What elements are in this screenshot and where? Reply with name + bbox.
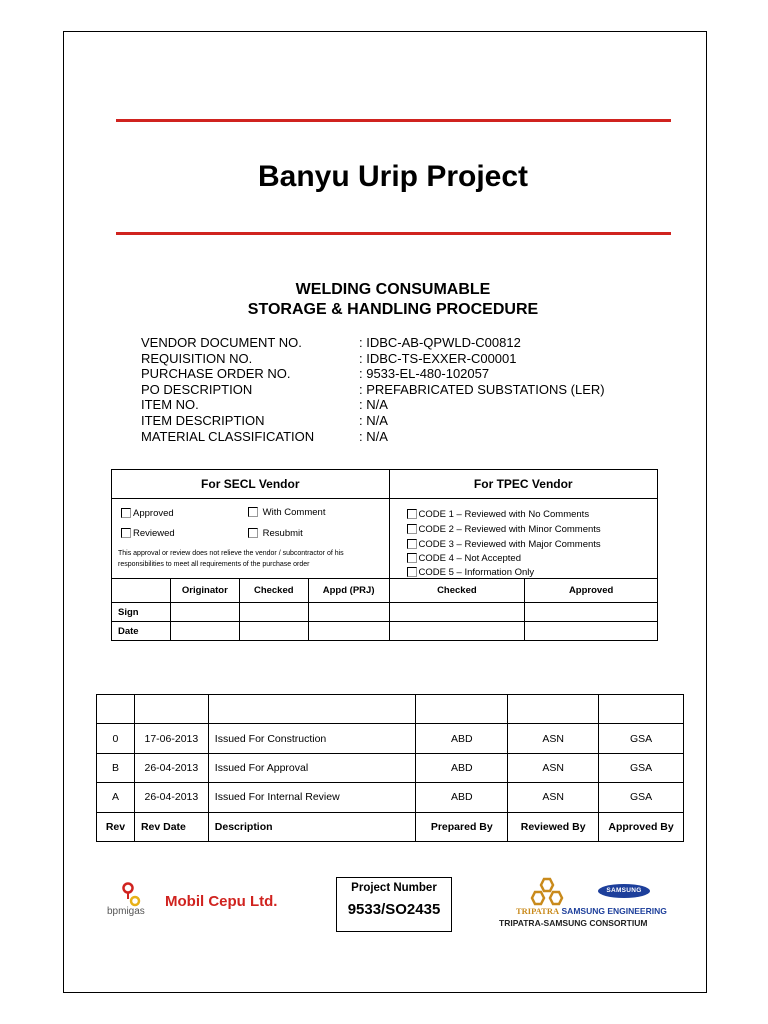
code-3-option[interactable] [407, 539, 601, 550]
rev-date-cell: 17-06-2013 [134, 724, 208, 753]
secl-vendor-header: For SECL Vendor [112, 470, 390, 499]
prepared-by-cell: ABD [416, 724, 508, 753]
code-2-option[interactable] [407, 524, 601, 535]
sign-cell[interactable] [525, 603, 658, 622]
metadata-label: PO DESCRIPTION [141, 381, 253, 397]
secl-status-cell [112, 499, 390, 579]
checkbox[interactable] [248, 528, 258, 538]
tripatra-hexagon-logo [528, 876, 568, 906]
document-title-line2: STORAGE & HANDLING PROCEDURE [247, 301, 539, 318]
checkbox[interactable] [407, 567, 417, 577]
revision-table [96, 694, 684, 842]
blank-cell [508, 695, 599, 724]
blank-cell [97, 695, 135, 724]
row-label-sign: Sign [112, 603, 171, 622]
blank-cell [112, 579, 171, 603]
code-label: CODE 5 – Information Only [418, 567, 535, 578]
samsung-logo: SAMSUNG [598, 884, 650, 898]
metadata-value: : N/A [359, 397, 388, 413]
blank-cell [208, 695, 416, 724]
reviewed-by-cell: ASN [508, 783, 599, 812]
header-reviewed-by: Reviewed By [508, 812, 599, 841]
sign-cell[interactable] [170, 603, 239, 622]
metadata-row [141, 413, 605, 429]
option-resubmit[interactable] [248, 528, 303, 539]
reviewed-by-cell: ASN [508, 724, 599, 753]
checkbox[interactable] [121, 508, 131, 518]
bpmigas-wordmark: bpmigas [107, 906, 145, 917]
code-label: CODE 3 – Reviewed with Major Comments [418, 539, 601, 550]
date-cell[interactable] [525, 622, 658, 641]
revision-row [97, 783, 684, 812]
project-title: Banyu Urip Project [257, 160, 529, 193]
metadata-label: PURCHASE ORDER NO. [141, 366, 291, 382]
approved-by-cell: GSA [599, 753, 684, 782]
checkbox[interactable] [407, 509, 417, 519]
sign-cell[interactable] [308, 603, 389, 622]
checkbox[interactable] [407, 524, 417, 534]
approval-disclaimer: This approval or review does not relieve the vendor / subcontractor of his responsibilities to meet all requirements of the purchase order [118, 550, 344, 568]
date-cell[interactable] [239, 622, 308, 641]
metadata-value: : 9533-EL-480-102057 [359, 366, 490, 382]
tpec-vendor-header: For TPEC Vendor [389, 470, 657, 499]
metadata-row [141, 335, 605, 351]
document-metadata [141, 335, 605, 444]
tripatra-wordmark: TRIPATRA [516, 906, 560, 916]
option-with-comment[interactable] [248, 507, 325, 518]
column-tpec-checked: Checked [389, 579, 525, 603]
description-cell: Issued For Internal Review [208, 783, 416, 812]
date-cell[interactable] [308, 622, 389, 641]
column-appd-prj: Appd (PRJ) [308, 579, 389, 603]
header-description: Description [208, 812, 416, 841]
metadata-label: ITEM NO. [141, 397, 199, 413]
mobil-cepu-name: Mobil Cepu Ltd. [165, 893, 278, 910]
project-number-box [336, 877, 452, 932]
document-title-line1: WELDING CONSUMABLE [295, 281, 491, 298]
sign-cell[interactable] [389, 603, 525, 622]
prepared-by-cell: ABD [416, 753, 508, 782]
consortium-name: TRIPATRA-SAMSUNG CONSORTIUM [499, 918, 648, 928]
blank-cell [599, 695, 684, 724]
prepared-by-cell: ABD [416, 783, 508, 812]
rev-date-cell: 26-04-2013 [134, 783, 208, 812]
option-label: Reviewed [133, 528, 175, 539]
option-approved[interactable] [121, 508, 174, 519]
option-label: Resubmit [262, 528, 303, 539]
code-4-option[interactable] [407, 553, 521, 564]
checkbox[interactable] [248, 507, 258, 517]
reviewed-by-cell: ASN [508, 753, 599, 782]
code-label: CODE 4 – Not Accepted [418, 553, 521, 564]
header-rev-date: Rev Date [134, 812, 208, 841]
rev-cell: B [97, 753, 135, 782]
blank-cell [134, 695, 208, 724]
header-rev: Rev [97, 812, 135, 841]
rev-date-cell: 26-04-2013 [134, 753, 208, 782]
metadata-value: : PREFABRICATED SUBSTATIONS (LER) [359, 381, 605, 397]
column-originator: Originator [170, 579, 239, 603]
checkbox[interactable] [121, 528, 131, 538]
description-cell: Issued For Construction [208, 724, 416, 753]
header-approved-by: Approved By [599, 812, 684, 841]
metadata-label: REQUISITION NO. [141, 350, 253, 366]
metadata-label: VENDOR DOCUMENT NO. [141, 335, 302, 350]
date-cell[interactable] [170, 622, 239, 641]
option-label: With Comment [262, 507, 326, 518]
blank-cell [416, 695, 508, 724]
rev-cell: A [97, 783, 135, 812]
rev-cell: 0 [97, 724, 135, 753]
header-prepared-by: Prepared By [416, 812, 508, 841]
tpec-code-cell [389, 499, 657, 579]
option-reviewed[interactable] [121, 528, 175, 539]
metadata-row [141, 351, 605, 367]
code-label: CODE 2 – Reviewed with Minor Comments [418, 524, 601, 535]
metadata-row [141, 397, 605, 413]
column-approved: Approved [525, 579, 658, 603]
code-5-option[interactable] [407, 567, 535, 578]
metadata-value: : N/A [359, 428, 388, 444]
approved-by-cell: GSA [599, 724, 684, 753]
metadata-value: : IDBC-AB-QPWLD-C00812 [359, 335, 521, 350]
checkbox[interactable] [407, 553, 417, 563]
code-1-option[interactable] [407, 509, 590, 520]
checkbox[interactable] [407, 539, 417, 549]
metadata-row [141, 382, 605, 398]
metadata-label: ITEM DESCRIPTION [141, 412, 265, 428]
row-label-date: Date [112, 622, 171, 641]
code-label: CODE 1 – Reviewed with No Comments [418, 509, 590, 520]
sign-cell[interactable] [239, 603, 308, 622]
date-cell[interactable] [389, 622, 525, 641]
project-number-label: Project Number [351, 882, 437, 894]
description-cell: Issued For Approval [208, 753, 416, 782]
metadata-row [141, 429, 605, 445]
revision-row [97, 753, 684, 782]
approval-table [111, 469, 658, 641]
metadata-label: MATERIAL CLASSIFICATION [141, 428, 315, 444]
revision-blank-row [97, 695, 684, 724]
option-label: Approved [133, 508, 174, 519]
project-number-value: 9533/SO2435 [347, 901, 441, 918]
column-checked: Checked [239, 579, 308, 603]
samsung-engineering-wordmark: SAMSUNG ENGINEERING [561, 906, 667, 916]
revision-header-row [97, 812, 684, 841]
revision-row [97, 724, 684, 753]
bpmigas-logo [107, 882, 163, 908]
metadata-row [141, 366, 605, 382]
metadata-value: : N/A [359, 412, 388, 428]
tripatra-samsung-engineering [516, 906, 667, 916]
title-rule-top [116, 119, 671, 122]
metadata-value: : IDBC-TS-EXXER-C00001 [359, 350, 517, 366]
title-rule-bottom [116, 232, 671, 235]
approved-by-cell: GSA [599, 783, 684, 812]
